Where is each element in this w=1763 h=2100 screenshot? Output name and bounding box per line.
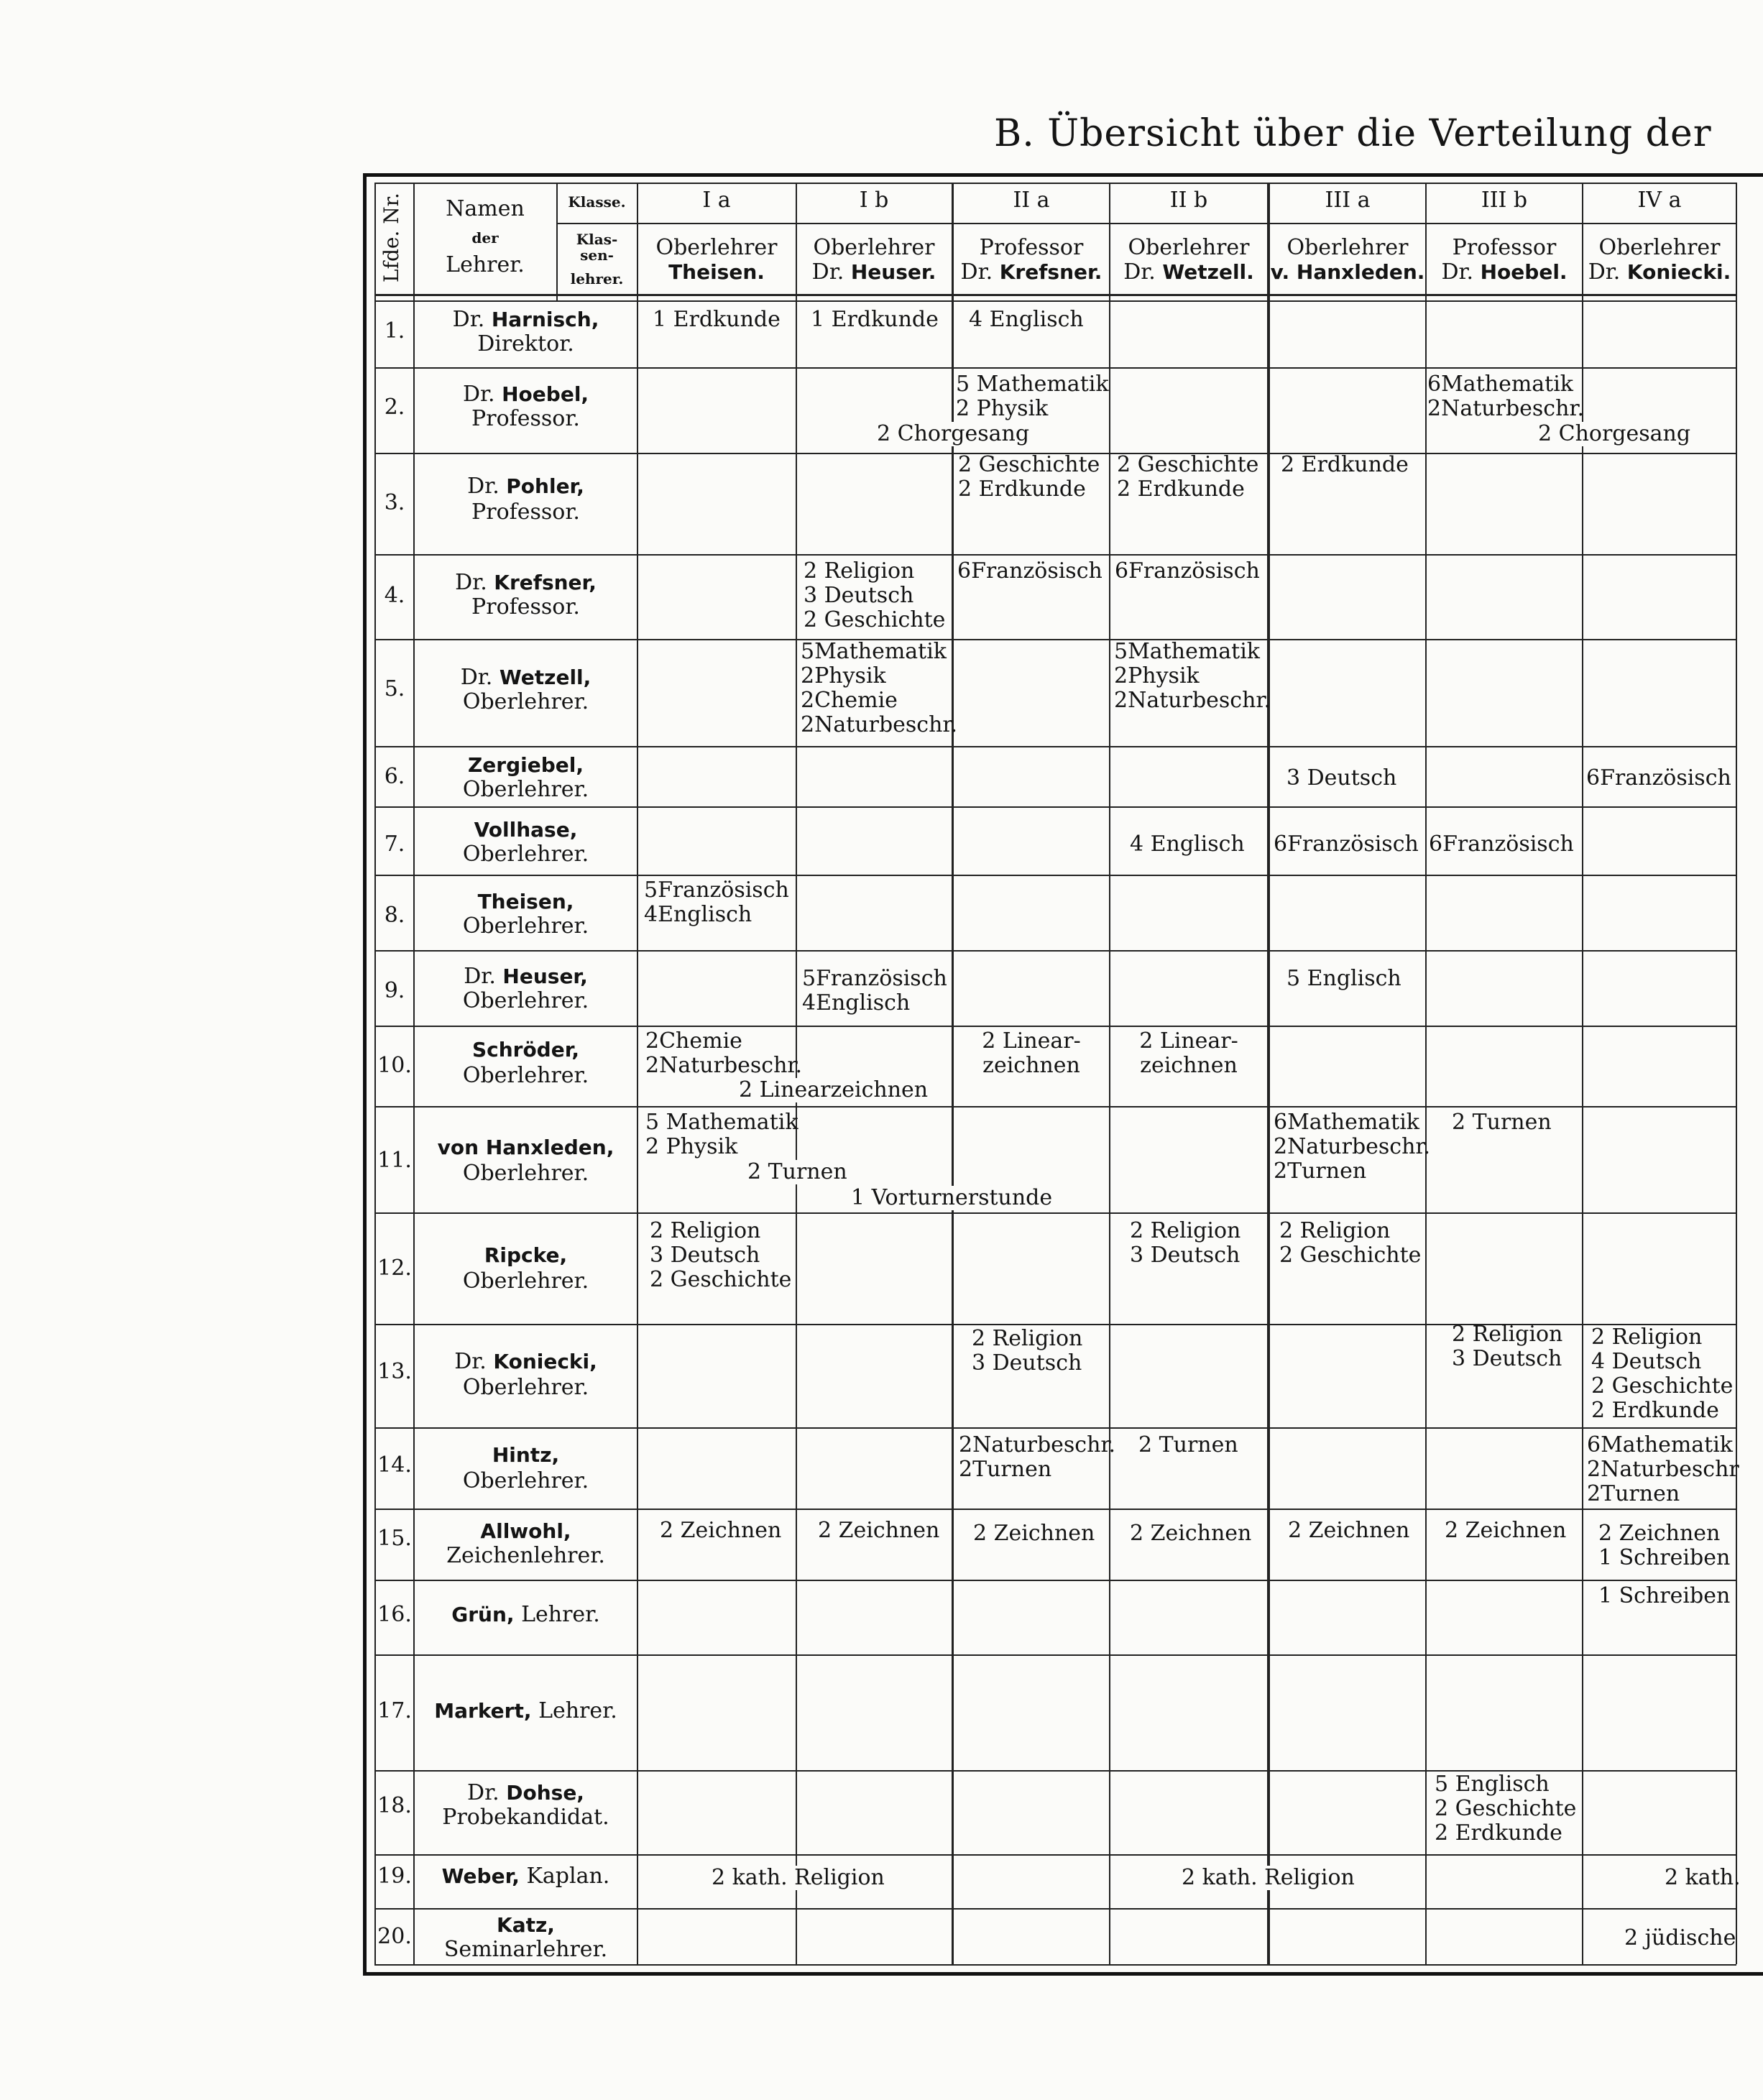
cell-r18-iiib-1: 5 Englisch	[1435, 1772, 1550, 1797]
cell-r12-ia-3: 2 Geschichte	[650, 1267, 792, 1292]
cell-r10-iia-1: 2 Linear-	[982, 1028, 1081, 1054]
teacher-name: Dr. Hoebel,	[462, 382, 589, 407]
row-nr: 13.	[377, 1359, 412, 1384]
teacher-name: Vollhase,	[474, 818, 578, 842]
class-ia-name: I a	[702, 188, 731, 213]
teacher-name: von Hanxleden,	[437, 1136, 614, 1159]
header-rule-2	[374, 300, 1736, 302]
teacher-name: Dr. Pohler,	[467, 474, 584, 499]
cell-r5-iib-2: 2Physik	[1114, 663, 1200, 689]
row-line	[374, 1580, 1736, 1581]
class-iva-name: IV a	[1637, 188, 1682, 213]
cell-r5-iib-1: 5Mathematik	[1114, 639, 1260, 664]
class-ib-name: I b	[859, 188, 889, 213]
section-heading: B. Übersicht über die Verteilung der	[994, 112, 1712, 155]
row-line	[374, 875, 1736, 876]
teacher-role: Probekandidat.	[442, 1805, 609, 1830]
row-line	[374, 746, 1736, 747]
klassenlehrer-1: Klas-	[576, 231, 618, 248]
cell-r15-ia: 2 Zeichnen	[660, 1518, 782, 1543]
cell-r12-ia-2: 3 Deutsch	[650, 1243, 760, 1268]
cell-r13-iva-4: 2 Erdkunde	[1591, 1398, 1719, 1423]
cell-r13-iva-1: 2 Religion	[1591, 1325, 1703, 1350]
cell-r2-span1: 2 Chorgesang	[874, 422, 1032, 446]
row-nr: 10.	[377, 1053, 412, 1078]
cell-r15-iva-1: 2 Zeichnen	[1598, 1521, 1721, 1546]
row-nr: 20.	[377, 1924, 412, 1949]
header-sub-rule	[556, 223, 1736, 224]
cell-r12-iiia-2: 2 Geschichte	[1279, 1243, 1422, 1268]
row-nr: 5.	[384, 676, 405, 701]
namen-header-2: der	[471, 229, 499, 247]
cell-r10-iib-2: zeichnen	[1140, 1053, 1238, 1078]
cell-r20-iva: 2 jüdische	[1624, 1925, 1736, 1951]
cell-r5-ib-1: 5Mathematik	[801, 639, 947, 664]
teacher-role: Oberlehrer.	[462, 689, 589, 714]
class-iib-name: II b	[1169, 188, 1208, 213]
row-line	[374, 639, 1736, 640]
teacher-name: Dr. Wetzell,	[460, 665, 591, 690]
cell-r11-iiia-1: 6Mathematik	[1274, 1110, 1419, 1135]
klassenlehrer-2: sen-	[580, 247, 614, 264]
teacher-role: Oberlehrer.	[462, 777, 589, 802]
row-line	[374, 1509, 1736, 1510]
cell-r7-iiia: 6Französisch	[1274, 832, 1419, 857]
row-nr: 18.	[377, 1793, 412, 1818]
lfde-header: Lfde. Nr.	[379, 193, 403, 282]
class-iiib-title: Professor	[1452, 235, 1557, 260]
cell-r4-iia: 6Französisch	[957, 558, 1103, 584]
class-iia-title: Professor	[979, 235, 1084, 260]
cell-r4-iib: 6Französisch	[1115, 558, 1260, 584]
cell-r9-iiia: 5 Englisch	[1286, 966, 1401, 991]
cell-r15-iia: 2 Zeichnen	[973, 1521, 1095, 1546]
teacher-role: Oberlehrer.	[462, 1063, 589, 1088]
cell-r2-span2: 2 Chorgesang	[1535, 422, 1693, 446]
row-line	[374, 1908, 1736, 1910]
namen-header-1: Namen	[446, 196, 525, 221]
teacher-name: Hintz,	[492, 1443, 560, 1467]
teacher-name: Katz,	[497, 1913, 555, 1937]
cell-r15-iiib: 2 Zeichnen	[1445, 1518, 1567, 1543]
cell-r12-iib-1: 2 Religion	[1130, 1218, 1241, 1243]
cell-r5-ib-2: 2Physik	[801, 663, 886, 689]
class-iiib-teacher: Dr. Hoebel.	[1441, 259, 1568, 285]
teacher-name: Dr. Koniecki,	[454, 1349, 597, 1374]
cell-r13-iiib-2: 3 Deutsch	[1452, 1346, 1562, 1371]
cell-r11-iiia-2: 2Naturbeschr.	[1274, 1134, 1430, 1159]
class-iib-title: Oberlehrer	[1128, 235, 1250, 260]
cell-r14-iia-2: 2Turnen	[959, 1457, 1052, 1482]
teacher-name: Weber, Kaplan.	[441, 1864, 610, 1889]
cell-r19-span1: 2 kath. Religion	[709, 1866, 888, 1890]
cell-r3-iib-1: 2 Geschichte	[1117, 452, 1259, 477]
cell-r4-ib-3: 2 Geschichte	[804, 607, 946, 632]
class-ib-teacher: Dr. Heuser.	[811, 259, 936, 285]
cell-r5-ib-3: 2Chemie	[801, 688, 898, 713]
row-nr: 15.	[377, 1526, 412, 1551]
class-iva-teacher: Dr. Koniecki.	[1588, 259, 1731, 285]
cell-r9-ib-2: 4Englisch	[802, 990, 911, 1016]
row-nr: 1.	[384, 318, 405, 344]
cell-r1-ia: 1 Erdkunde	[653, 307, 781, 332]
cell-r9-ib-1: 5Französisch	[802, 966, 947, 991]
cell-r6-iva: 6Französisch	[1586, 765, 1731, 791]
cell-r11-ia-2: 2 Physik	[645, 1134, 738, 1159]
cell-r14-iva-3: 2Turnen	[1587, 1481, 1680, 1506]
row-nr: 19.	[377, 1864, 412, 1889]
class-iiia-teacher: v. Hanxleden.	[1270, 260, 1425, 284]
teacher-name: Dr. Dohse,	[467, 1780, 584, 1805]
teacher-role: Oberlehrer.	[462, 1268, 589, 1294]
row-nr: 11.	[377, 1148, 412, 1173]
teacher-role: Professor.	[471, 406, 580, 431]
cell-r18-iiib-3: 2 Erdkunde	[1435, 1820, 1562, 1846]
cell-r10-span: 2 Linearzeichnen	[736, 1078, 931, 1102]
cell-r19-iva: 2 kath.	[1665, 1865, 1741, 1890]
class-iva-title: Oberlehrer	[1598, 235, 1721, 260]
klasse-header: Klasse.	[568, 193, 626, 211]
cell-r11-span2: 1 Vorturnerstunde	[848, 1186, 1055, 1210]
table-bottom-inner	[374, 1964, 1736, 1966]
teacher-role: Seminarlehrer.	[443, 1937, 608, 1962]
teacher-name: Theisen,	[477, 890, 574, 913]
row-nr: 9.	[384, 978, 405, 1003]
cell-r10-iib-1: 2 Linear-	[1139, 1028, 1238, 1054]
row-line	[374, 1026, 1736, 1027]
row-nr: 3.	[384, 490, 405, 515]
cell-r15-iiia: 2 Zeichnen	[1288, 1518, 1410, 1543]
cell-r13-iva-2: 4 Deutsch	[1591, 1349, 1702, 1374]
klassenlehrer-3: lehrer.	[570, 270, 624, 287]
row-nr: 12.	[377, 1256, 412, 1281]
teacher-name: Dr. Krefsner,	[455, 570, 597, 595]
teacher-role: Oberlehrer.	[462, 842, 589, 867]
table-right-inner	[1736, 183, 1737, 1964]
cell-r2-iiib-2: 2Naturbeschr.	[1427, 396, 1584, 421]
col-sep-klasse	[637, 183, 638, 1964]
cell-r6-iiia: 3 Deutsch	[1286, 765, 1397, 791]
teacher-role: Oberlehrer.	[462, 988, 589, 1013]
table-top-inner	[374, 183, 1736, 184]
cell-r18-iiib-2: 2 Geschichte	[1435, 1796, 1577, 1821]
cell-r1-iia: 4 Englisch	[969, 307, 1084, 332]
class-iia-teacher: Dr. Krefsner.	[960, 259, 1103, 285]
cell-r7-iiib: 6Französisch	[1429, 832, 1574, 857]
teacher-name: Dr. Harnisch,	[452, 307, 599, 332]
cell-r3-iib-2: 2 Erdkunde	[1117, 476, 1245, 502]
cell-r15-iib: 2 Zeichnen	[1130, 1521, 1252, 1546]
teacher-role: Oberlehrer.	[462, 1375, 589, 1400]
cell-r11-iiia-3: 2Turnen	[1274, 1159, 1367, 1184]
teacher-role: Oberlehrer.	[462, 913, 589, 939]
namen-header-3: Lehrer.	[446, 252, 525, 277]
cell-r8-ia-2: 4Englisch	[644, 902, 752, 927]
row-nr: 14.	[377, 1452, 412, 1478]
cell-r15-iva-2: 1 Schreiben	[1598, 1545, 1731, 1570]
class-iiia-name: III a	[1325, 188, 1371, 213]
col-sep-iib	[1267, 183, 1270, 1964]
row-line	[374, 1427, 1736, 1429]
class-iia-name: II a	[1013, 188, 1050, 213]
teacher-role: Professor.	[471, 499, 580, 525]
col-sep-iiia	[1425, 183, 1427, 1964]
cell-r8-ia-1: 5Französisch	[644, 878, 789, 903]
cell-r3-iia-2: 2 Erdkunde	[958, 476, 1086, 502]
cell-r2-iia-2: 2 Physik	[956, 396, 1049, 421]
cell-r5-ib-4: 2Naturbeschr.	[801, 712, 957, 737]
teacher-role: Oberlehrer.	[462, 1161, 589, 1186]
col-sep-iiib	[1582, 183, 1583, 1964]
teacher-name: Zergiebel,	[468, 753, 584, 777]
class-iiib-name: III b	[1481, 188, 1528, 213]
row-nr: 17.	[377, 1698, 412, 1723]
cell-r4-ib-1: 2 Religion	[804, 558, 915, 584]
teacher-name: Allwohl,	[480, 1519, 571, 1543]
row-line	[374, 1654, 1736, 1656]
class-ia-title: Oberlehrer	[655, 235, 778, 260]
cell-r12-iib-2: 3 Deutsch	[1130, 1243, 1240, 1268]
cell-r11-span1: 2 Turnen	[745, 1160, 850, 1184]
row-line	[374, 1212, 1736, 1214]
teacher-name: Dr. Heuser,	[464, 964, 588, 989]
class-ib-title: Oberlehrer	[813, 235, 935, 260]
cell-r13-iiib-1: 2 Religion	[1452, 1322, 1563, 1347]
cell-r10-ia-1: 2Chemie	[645, 1028, 742, 1054]
cell-r5-iib-3: 2Naturbeschr.	[1114, 688, 1271, 713]
cell-r2-iia-1: 5 Mathematik	[956, 372, 1109, 397]
cell-r2-iiib-1: 6Mathematik	[1427, 372, 1573, 397]
cell-r7-iib: 4 Englisch	[1130, 832, 1245, 857]
cell-r11-iiib: 2 Turnen	[1452, 1110, 1552, 1135]
row-nr: 7.	[384, 832, 405, 857]
row-nr: 4.	[384, 583, 405, 608]
row-line	[374, 806, 1736, 808]
cell-r14-iib: 2 Turnen	[1138, 1432, 1238, 1457]
row-line	[374, 1854, 1736, 1856]
cell-r10-iia-2: zeichnen	[982, 1053, 1080, 1078]
cell-r14-iia-1: 2Naturbeschr.	[959, 1432, 1115, 1457]
cell-r11-ia-1: 5 Mathematik	[645, 1110, 798, 1135]
cell-r12-iiia-1: 2 Religion	[1279, 1218, 1391, 1243]
row-line	[374, 1106, 1736, 1107]
row-line	[374, 554, 1736, 556]
cell-r13-iia-1: 2 Religion	[972, 1326, 1083, 1351]
row-nr: 2.	[384, 395, 405, 420]
cell-r12-ia-1: 2 Religion	[650, 1218, 761, 1243]
teacher-role: Oberlehrer.	[462, 1468, 589, 1493]
class-iib-teacher: Dr. Wetzell.	[1123, 259, 1254, 285]
teacher-role: Direktor.	[477, 331, 574, 356]
class-ia-teacher: Theisen.	[668, 260, 765, 284]
teacher-role: Professor.	[471, 594, 580, 620]
row-line	[374, 950, 1736, 952]
header-rule	[374, 294, 1736, 296]
teacher-name: Markert, Lehrer.	[434, 1698, 617, 1723]
teacher-name: Ripcke,	[484, 1243, 568, 1267]
row-line	[374, 367, 1736, 369]
cell-r14-iva-2: 2Naturbeschr	[1587, 1457, 1739, 1482]
cell-r19-span2: 2 kath. Religion	[1179, 1866, 1358, 1890]
row-nr: 8.	[384, 903, 405, 928]
cell-r3-iiia: 2 Erdkunde	[1281, 452, 1409, 477]
row-nr: 6.	[384, 764, 405, 789]
cell-r1-ib: 1 Erdkunde	[811, 307, 939, 332]
cell-r14-iva-1: 6Mathematik	[1587, 1432, 1733, 1457]
cell-r4-ib-2: 3 Deutsch	[804, 583, 914, 608]
class-iiia-title: Oberlehrer	[1286, 235, 1409, 260]
teacher-name: Schröder,	[471, 1038, 580, 1061]
teacher-name: Grün, Lehrer.	[451, 1602, 600, 1627]
teacher-role: Zeichenlehrer.	[446, 1543, 605, 1568]
cell-r16-iva: 1 Schreiben	[1598, 1583, 1731, 1608]
cell-r15-ib: 2 Zeichnen	[818, 1518, 940, 1543]
row-nr: 16.	[377, 1602, 412, 1627]
cell-r13-iia-2: 3 Deutsch	[972, 1350, 1082, 1376]
cell-r3-iia-1: 2 Geschichte	[958, 452, 1100, 477]
cell-r13-iva-3: 2 Geschichte	[1591, 1373, 1734, 1399]
cell-r10-ia-2: 2Naturbeschr.	[645, 1053, 802, 1078]
